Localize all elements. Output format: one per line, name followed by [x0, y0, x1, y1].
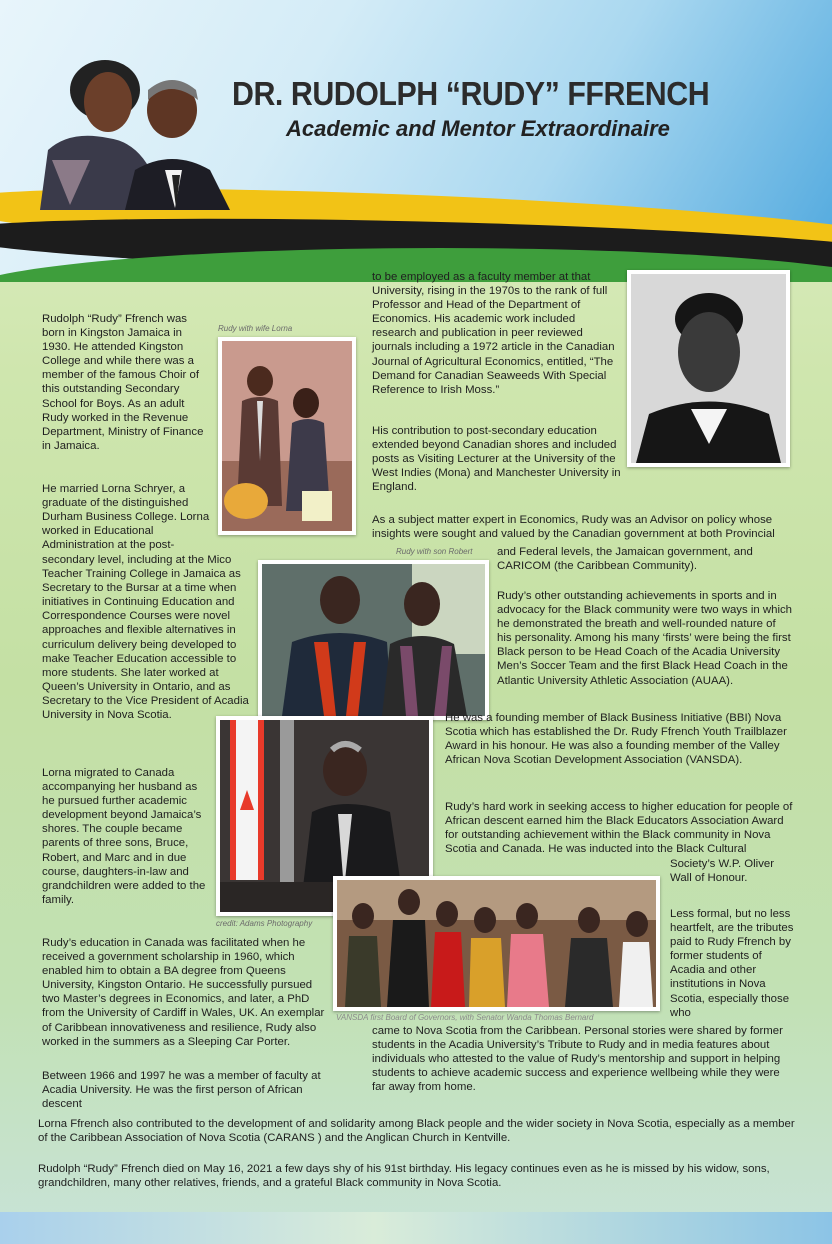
header-portrait-couple [30, 30, 235, 210]
paragraph-acadia: to be employed as a faculty member at that University, rising in the 1970s to the rank of full Professor and Head of the Department of Economics. His academic work included research and publication in peer reviewed journals including a 1972 article in the Canadian Journal of Agricultural Economics, entitled, “The Demand for Canadian Seaweeds With Special Reference to Irish Moss.” [372, 271, 615, 396]
photo-rudy-with-son [258, 560, 489, 720]
page-title: DR. RUDOLPH “RUDY” FFRENCH [232, 75, 710, 112]
paragraph-faculty: Between 1966 and 1997 he was a member of faculty at Acadia University. He was the first person of African descent [42, 1070, 321, 1111]
paragraph-marriage-a: He married Lorna Schryer, a graduate of the distinguished Durham Business College. Lorna worked in Educational Administration at the post- [42, 483, 210, 552]
paragraph-birth: Rudolph “Rudy” Ffrench was born in Kingston Jamaica in 1930. He attended Kingston College and while there was a member of the famous Choir of this outstanding Secondary School for Boys. As an adult Rudy worked in the Revenue Department, Ministry of Finance in Jamaica. [42, 313, 204, 452]
paragraph-tributes-b: came to Nova Scotia from the Caribbean. Personal stories were shared by former students in the Acadia University’s Tribute to Rudy and in media features about individuals who attested to the value of Rudy’s mentorship and support in helping students to achieve academic success and experience wellbeing while they were far away from home. [372, 1025, 783, 1094]
caption-son: Rudy with son Robert [396, 547, 473, 556]
paragraph-advisor-a: As a subject matter expert in Economics, Rudy was an Advisor on policy whose insights were sought and valued by the Canadian government at both Provincial [372, 514, 775, 541]
photo-vansda-group [333, 876, 660, 1011]
paragraph-sports: Rudy’s other outstanding achievements in sports and in advocacy for the Black community were two ways in which he demonstrated the breath and well-rounded nature of his personality. Among his many ‘firsts’ were being the first Black person to be Head Coach of the Acadia University Men’s Soccer Team and the first Black Head Coach in the Atlantic University Athletic Association (AUAA). [497, 590, 793, 687]
caption-credit: credit: Adams Photography [216, 919, 313, 928]
paragraph-contribution: His contribution to post-secondary education extended beyond Canadian shores and included posts as Visiting Lecturer at the University of the West Indies (Mona) and Manchester University in England. [372, 425, 621, 494]
paragraph-advisor-b: and Federal levels, the Jamaican government, and CARICOM (the Caribbean Community). [497, 546, 753, 573]
footer-band [0, 1212, 832, 1244]
paragraph-lorna: Lorna Ffrench also contributed to the development of and solidarity among Black people and the wider society in Nova Scotia, especially as a member of the Caribbean Association of Nova Scotia (CARANS ) and the Anglican Church in Kentville. [38, 1118, 795, 1145]
paragraph-migration: Lorna migrated to Canada accompanying her husband as he pursued further academic development beyond Jamaica’s shores. The couple became parents of three sons, Bruce, Robert, and Marc and in due course, daughters-in-law and grandchildren were added to the family. [42, 767, 206, 906]
paragraph-education: Rudy’s education in Canada was facilitated when he received a government scholarship in 1960, which enabled him to obtain a BA degree from Queens University, Kingston Ontario. He successfully pursued two Master’s degrees in Economics, and later, a PhD from the University of Cardiff in Wales, UK. An exemplar of Caribbean innovativeness and resilience, Rudy also worked in the summers as a Sleeping Car Porter. [42, 937, 325, 1048]
paragraph-award-b: Society’s W.P. Oliver Wall of Honour. [670, 858, 775, 885]
page-subtitle: Academic and Mentor Extraordinaire [286, 116, 670, 141]
paragraph-award-a: Rudy’s hard work in seeking access to higher education for people of African descent earned him the Black Educators Association Award for outstanding achievement within the Black community in Nova Scotia and Canada. He was inducted into the Black Cultural [445, 801, 793, 856]
photo-young-portrait [627, 270, 790, 467]
paragraph-marriage-b: secondary level, including at the Mico Teacher Training College in Jamaica as Secretary to the Bursar at a time when initiatives in Continuing Education and Correspondence Courses were novel approaches and flexible alternatives in curriculum delivery being developed to make Teacher Education accessible to more students. She later worked at Queen’s University in Ontario, and as Secretary to the Vice President of Acadia University in Nova Scotia. [42, 554, 249, 722]
header-banner [0, 0, 832, 282]
photo-rudy-with-wife [218, 337, 356, 535]
caption-vansda: VANSDA first Board of Governors, with Senator Wanda Thomas Bernard [336, 1013, 594, 1022]
caption-wife: Rudy with wife Lorna [218, 324, 293, 333]
paragraph-bbi: He was a founding member of Black Business Initiative (BBI) Nova Scotia which has established the Dr. Rudy Ffrench Youth Trailblazer Award in his honour. He was also a founding member of the Valley African Nova Scotian Development Association (VANSDA). [445, 712, 787, 767]
paragraph-tributes-a: Less formal, but no less heartfelt, are the tributes paid to Rudy Ffrench by former students of Acadia and other institutions in Nova Scotia, especially those who [670, 908, 794, 1019]
paragraph-legacy: Rudolph “Rudy” Ffrench died on May 16, 2021 a few days shy of his 91st birthday. His legacy continues even as he is missed by his widow, sons, grandchildren, many other relatives, friends, and a grateful Black community in Nova Scotia. [38, 1163, 770, 1190]
